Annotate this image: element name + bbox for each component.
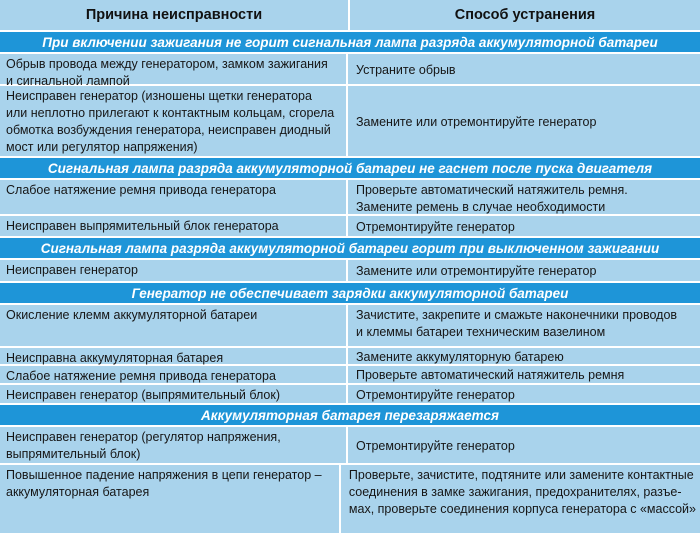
- remedy-cell: [348, 180, 700, 214]
- remedy-text: [356, 263, 596, 280]
- remedy-text: [356, 349, 564, 366]
- cause-cell: [0, 366, 348, 383]
- table-row: [0, 427, 700, 465]
- remedy-cell: [348, 366, 700, 383]
- cause-line: Обрыв провода между генератором, замком зажигания: [6, 57, 328, 71]
- remedy-cell: [348, 305, 700, 346]
- table-row: [0, 305, 700, 348]
- table-header: [0, 0, 700, 32]
- cause-line: Повышенное падение напряжения в цепи генератор –: [6, 468, 322, 482]
- table-row: [0, 260, 700, 283]
- remedy-line: Устраните обрыв: [356, 62, 456, 77]
- cause-cell: [0, 305, 348, 346]
- cause-line: выпрямительный блок): [6, 447, 141, 461]
- remedy-line: Зачистите, закрепите и смажьте наконечники проводов: [356, 308, 678, 322]
- remedy-line: Замените или отремонтируйте генератор: [356, 264, 597, 278]
- table-row: [0, 180, 700, 216]
- cause-cell: [0, 86, 348, 156]
- table-row: [0, 366, 700, 385]
- remedy-text: [356, 62, 456, 79]
- cause-cell: [0, 216, 348, 236]
- cause-line: Слабое натяжение ремня привода генератора: [6, 183, 276, 197]
- remedy-text: [356, 387, 515, 404]
- remedy-cell: [348, 54, 700, 84]
- cause-line: или неплотно прилегают к контактным кольцам, сгорела: [6, 106, 335, 120]
- remedy-text: [356, 182, 696, 216]
- remedy-text: [349, 467, 696, 518]
- remedy-text: [356, 367, 624, 384]
- cause-line: Неисправен генератор (изношены щетки генератора: [6, 89, 312, 103]
- header-remedy: Способ устранения: [454, 7, 596, 23]
- remedy-line: Замените или отремонтируйте генератор: [356, 114, 597, 129]
- remedy-cell: [348, 385, 700, 403]
- cause-cell: [0, 427, 348, 463]
- cause-line: Неисправен генератор (регулятор напряжения,: [6, 430, 281, 444]
- remedy-text: [356, 307, 696, 341]
- remedy-cell: [348, 427, 700, 463]
- remedy-text: [356, 114, 596, 131]
- cause-line: и сигнальной лампой: [6, 74, 130, 88]
- remedy-text: [356, 438, 515, 455]
- cause-cell: [0, 54, 348, 88]
- cause-line: Неисправна аккумуляторная батарея: [6, 351, 224, 365]
- remedy-cell: [348, 260, 700, 281]
- remedy-cell: [341, 465, 700, 533]
- remedy-line: и клеммы батареи техническим вазелином: [356, 325, 606, 339]
- remedy-text: [356, 219, 515, 236]
- section-title: При включении зажигания не горит сигнальная лампа разряда аккумуляторной батареи: [0, 32, 700, 54]
- section-title: Аккумуляторная батарея перезаряжается: [0, 405, 700, 427]
- section-title: Сигнальная лампа разряда аккумуляторной батареи горит при выключенном зажигании: [0, 238, 700, 260]
- cause-line: обмотка возбуждения генератора, неисправен диодный: [6, 123, 331, 137]
- table-row: [0, 465, 700, 535]
- cause-cell: [0, 260, 348, 281]
- table-row: [0, 86, 700, 158]
- remedy-line: мах, проверьте соединения корпуса генератора с «массой»: [348, 502, 696, 516]
- remedy-cell: [348, 216, 700, 236]
- section-title: Генератор не обеспечивает зарядки аккумуляторной батареи: [0, 283, 700, 305]
- remedy-line: Отремонтируйте генератор: [356, 387, 515, 402]
- cause-cell: [0, 465, 341, 533]
- cause-line: Неисправен генератор (выпрямительный блок): [6, 388, 280, 402]
- cause-line: аккумуляторная батарея: [6, 485, 150, 499]
- remedy-line: соединения в замке зажигания, предохранителях, разъе-: [348, 485, 682, 499]
- remedy-cell: [348, 348, 700, 364]
- remedy-line: Проверьте автоматический натяжитель ремня.: [356, 183, 628, 197]
- remedy-cell: [348, 86, 700, 156]
- table-row: [0, 54, 700, 86]
- remedy-line: Замените ремень в случае необходимости: [356, 200, 606, 214]
- cause-line: Неисправен выпрямительный блок генератора: [6, 219, 279, 233]
- table-row: [0, 216, 700, 238]
- remedy-line: Проверьте автоматический натяжитель ремня: [356, 368, 625, 382]
- cause-line: Слабое натяжение ремня привода генератора: [6, 369, 276, 383]
- remedy-line: Отремонтируйте генератор: [356, 438, 515, 453]
- section-title: Сигнальная лампа разряда аккумуляторной батареи не гаснет после пуска двигателя: [0, 158, 700, 180]
- table-body: [0, 32, 700, 535]
- cause-cell: [0, 180, 348, 214]
- table-row: [0, 348, 700, 366]
- cause-line: Окисление клемм аккумуляторной батареи: [6, 308, 258, 322]
- cause-cell: [0, 348, 348, 364]
- cause-line: мост или регулятор напряжения): [6, 140, 198, 154]
- remedy-line: Замените аккумуляторную батарею: [356, 349, 564, 364]
- remedy-line: Отремонтируйте генератор: [356, 219, 515, 234]
- table-row: [0, 385, 700, 405]
- cause-cell: [0, 385, 348, 403]
- header-cause: Причина неисправности: [0, 0, 350, 30]
- cause-line: Неисправен генератор: [6, 263, 138, 277]
- remedy-line: Проверьте, зачистите, подтяните или замените контактные: [348, 468, 694, 482]
